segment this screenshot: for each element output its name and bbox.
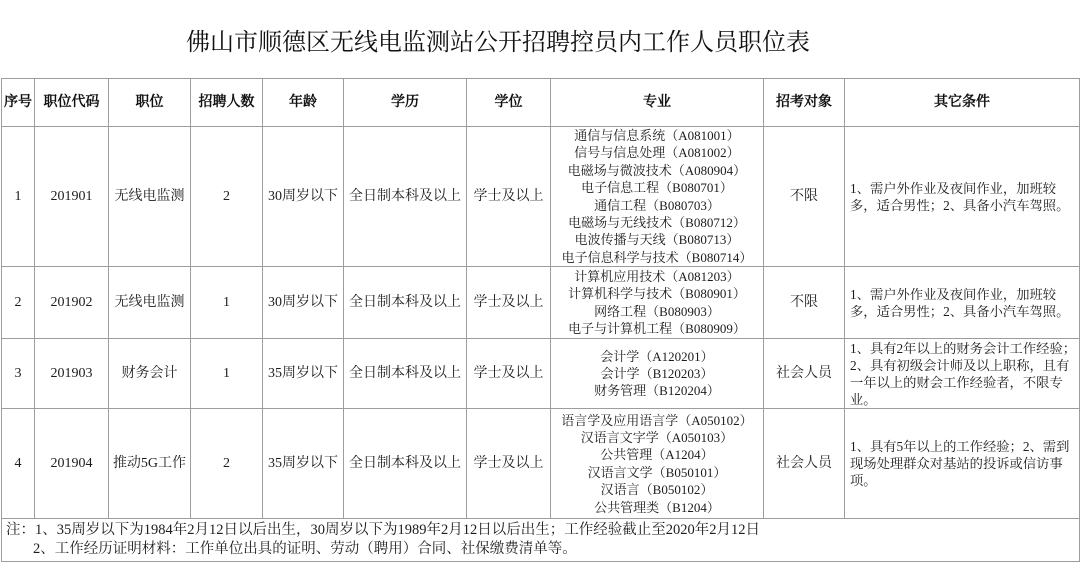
- cell-degree: 学士及以上: [467, 127, 551, 267]
- cell-seq: 4: [2, 409, 35, 519]
- cell-other-requirements: 1、需户外作业及夜间作业，加班较多，适合男性；2、具备小汽车驾照。: [845, 127, 1080, 267]
- cell-other-requirements: 1、需户外作业及夜间作业，加班较多，适合男性；2、具备小汽车驾照。: [845, 267, 1080, 339]
- header-position: 职位: [109, 79, 191, 127]
- cell-headcount: 2: [191, 409, 263, 519]
- cell-degree: 学士及以上: [467, 339, 551, 409]
- positions-table: [1, 78, 1080, 562]
- cell-position: 推动5G工作: [109, 409, 191, 519]
- major-item: 公共管理（A1204）: [600, 447, 714, 463]
- cell-headcount: 1: [191, 267, 263, 339]
- cell-seq: 1: [2, 127, 35, 267]
- major-item: 电子信息科学与技术（B080714）: [561, 249, 753, 265]
- major-item: 电磁场与微波技术（A080904）: [567, 162, 747, 178]
- major-item: 电波传播与天线（B080713）: [574, 232, 740, 248]
- cell-seq: 2: [2, 267, 35, 339]
- header-age: 年龄: [263, 79, 344, 127]
- table-header-row: [2, 79, 1080, 127]
- cell-applicants: 不限: [764, 127, 845, 267]
- table-row: [2, 339, 1080, 409]
- title-area: [0, 0, 1080, 78]
- header-headcount: 招聘人数: [191, 79, 263, 127]
- header-seq: 序号: [2, 79, 35, 127]
- major-item: 信号与信息处理（A081002）: [574, 145, 740, 161]
- table-row: [2, 409, 1080, 519]
- major-item: 会计学（B120203）: [600, 366, 714, 382]
- cell-other-requirements: 1、具有2年以上的财务会计工作经验；2、具有初级会计师及以上职称，且有一年以上的财会工作经验者，不限专业。: [845, 339, 1080, 409]
- notes-row: [2, 519, 1080, 562]
- major-item: 会计学（A120201）: [600, 348, 714, 364]
- cell-degree: 学士及以上: [467, 409, 551, 519]
- cell-education: 全日制本科及以上: [344, 267, 467, 339]
- major-item: 电子信息工程（B080701）: [581, 180, 733, 196]
- cell-headcount: 1: [191, 339, 263, 409]
- major-item: 通信工程（B080703）: [594, 197, 720, 213]
- major-item: 计算机应用技术（A081203）: [574, 268, 740, 284]
- cell-majors: [551, 339, 764, 409]
- major-item: 网络工程（B080903）: [594, 303, 720, 319]
- cell-education: 全日制本科及以上: [344, 127, 467, 267]
- major-item: 计算机科学与技术（B080901）: [568, 286, 746, 302]
- cell-position-code: 201901: [35, 127, 109, 267]
- cell-other-requirements: 1、具有5年以上的工作经验；2、需到现场处理群众对基站的投诉或信访事项。: [845, 409, 1080, 519]
- table-row: [2, 127, 1080, 267]
- cell-position-code: 201903: [35, 339, 109, 409]
- page-title: 佛山市顺德区无线电监测站公开招聘控员内工作人员职位表: [186, 30, 810, 56]
- major-item: 语言学及应用语言学（A050102）: [561, 412, 753, 428]
- cell-education: 全日制本科及以上: [344, 409, 467, 519]
- major-item: 公共管理类（B1204）: [594, 499, 720, 515]
- notes-cell: [2, 519, 1080, 562]
- cell-applicants: 社会人员: [764, 409, 845, 519]
- note-line-1: 注：1、35周岁以下为1984年2月12日以后出生，30周岁以下为1989年2月12日以后出生；工作经验截止至2020年2月12日: [6, 522, 760, 539]
- cell-position: 无线电监测: [109, 127, 191, 267]
- cell-age: 35周岁以下: [263, 339, 344, 409]
- cell-majors: [551, 409, 764, 519]
- major-item: 汉语言文字学（A050103）: [580, 429, 734, 445]
- table-row: [2, 267, 1080, 339]
- cell-position-code: 201904: [35, 409, 109, 519]
- cell-position: 无线电监测: [109, 267, 191, 339]
- cell-applicants: 不限: [764, 267, 845, 339]
- cell-degree: 学士及以上: [467, 267, 551, 339]
- major-item: 汉语言文学（B050101）: [587, 464, 727, 480]
- cell-position: 财务会计: [109, 339, 191, 409]
- header-degree: 学位: [467, 79, 551, 127]
- cell-majors: [551, 127, 764, 267]
- cell-headcount: 2: [191, 127, 263, 267]
- major-item: 电子与计算机工程（B080909）: [568, 321, 746, 337]
- note-line-2: 2、工作经历证明材料：工作单位出具的证明、劳动（聘用）合同、社保缴费清单等。: [33, 541, 577, 558]
- cell-age: 30周岁以下: [263, 127, 344, 267]
- header-applicants: 招考对象: [764, 79, 845, 127]
- header-other-requirements: 其它条件: [845, 79, 1080, 127]
- cell-age: 35周岁以下: [263, 409, 344, 519]
- cell-majors: [551, 267, 764, 339]
- major-item: 汉语言（B050102）: [600, 482, 714, 498]
- cell-age: 30周岁以下: [263, 267, 344, 339]
- major-item: 电磁场与无线技术（B080712）: [568, 215, 746, 231]
- header-position-code: 职位代码: [35, 79, 109, 127]
- cell-education: 全日制本科及以上: [344, 339, 467, 409]
- cell-position-code: 201902: [35, 267, 109, 339]
- major-item: 财务管理（B120204）: [594, 383, 720, 399]
- header-education: 学历: [344, 79, 467, 127]
- cell-seq: 3: [2, 339, 35, 409]
- header-major: 专业: [551, 79, 764, 127]
- major-item: 通信与信息系统（A081001）: [574, 128, 740, 143]
- cell-applicants: 社会人员: [764, 339, 845, 409]
